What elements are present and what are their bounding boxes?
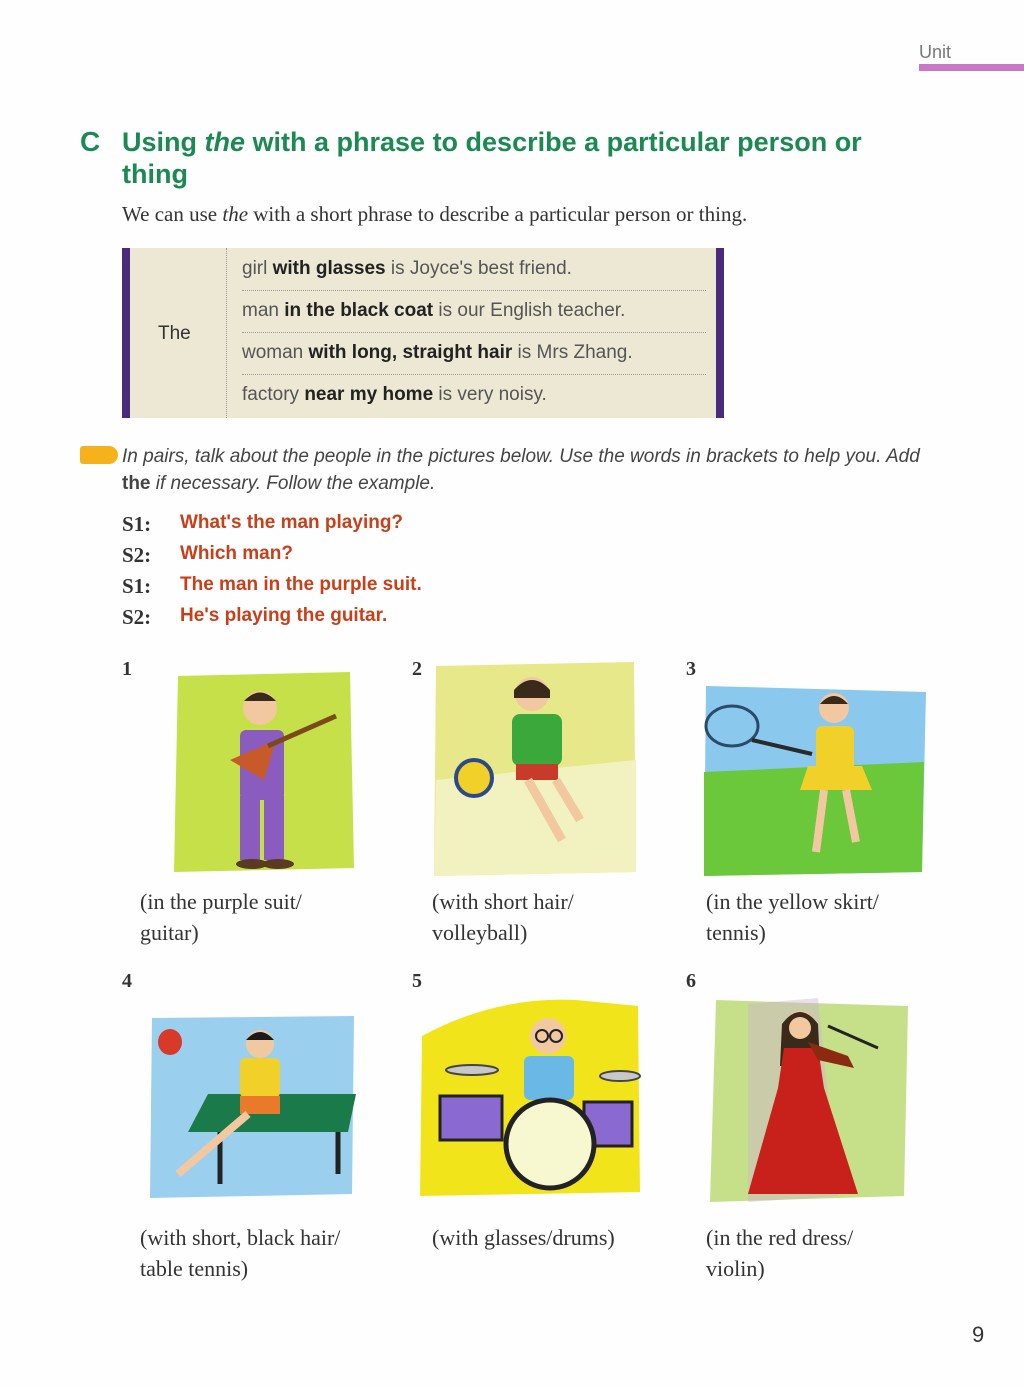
- dialogue-text: He's playing the guitar.: [180, 605, 388, 626]
- unit-tab-bar: [919, 64, 1024, 71]
- grammar-table: [122, 248, 724, 418]
- unit-label: Unit: [919, 42, 952, 62]
- dialogue-text: The man in the purple suit.: [180, 574, 422, 595]
- grammar-row: factory near my home is very noisy.: [242, 384, 547, 405]
- picture-number: 1: [122, 658, 132, 680]
- picture-caption: (with short, black hair/ table tennis): [140, 1225, 341, 1281]
- drummer-illustration: [416, 996, 644, 1200]
- picture-caption: (in the yellow skirt/ tennis): [706, 889, 879, 945]
- grammar-row: man in the black coat is our English teacher.: [242, 290, 706, 333]
- picture-caption: (in the purple suit/ guitar): [140, 889, 302, 945]
- section-intro: We can use the with a short phrase to describe a particular person or thing.: [122, 202, 748, 226]
- picture-caption: (with short hair/ volleyball): [432, 889, 574, 945]
- exercise-instruction: In pairs, talk about the people in the pictures below. Use the words in brackets to help you. Add the if necessary. Follow the example.: [122, 446, 920, 494]
- violinist-illustration: [708, 996, 914, 1206]
- speaker-label: S2:: [122, 605, 152, 629]
- picture-number: 6: [686, 970, 696, 992]
- dialogue-text: What's the man playing?: [180, 512, 404, 533]
- grammar-row: girl with glasses is Joyce's best friend.: [242, 248, 706, 291]
- speaker-label: S1:: [122, 512, 152, 536]
- table-divider: [226, 248, 227, 418]
- guitar-player-illustration: [168, 668, 358, 878]
- grammar-article: The: [158, 323, 191, 344]
- section-title: Using the with a phrase to describe a particular person or thing: [122, 127, 862, 189]
- volleyball-player-illustration: [430, 660, 640, 880]
- grammar-row: woman with long, straight hair is Mrs Zhang.: [242, 332, 706, 375]
- picture-number: 3: [686, 658, 696, 680]
- picture-number: 4: [122, 970, 132, 992]
- pencil-icon: [80, 446, 118, 464]
- speaker-label: S2:: [122, 543, 152, 567]
- dialogue-text: Which man?: [180, 543, 293, 564]
- picture-caption: (with glasses/drums): [432, 1225, 615, 1250]
- picture-number: 5: [412, 970, 422, 992]
- picture-number: 2: [412, 658, 422, 680]
- page-number: 9: [972, 1322, 985, 1347]
- picture-caption: (in the red dress/ violin): [706, 1225, 854, 1281]
- tennis-player-illustration: [702, 682, 930, 880]
- table-tennis-player-illustration: [148, 1014, 358, 1200]
- speaker-label: S1:: [122, 574, 152, 598]
- section-letter: C: [80, 126, 101, 157]
